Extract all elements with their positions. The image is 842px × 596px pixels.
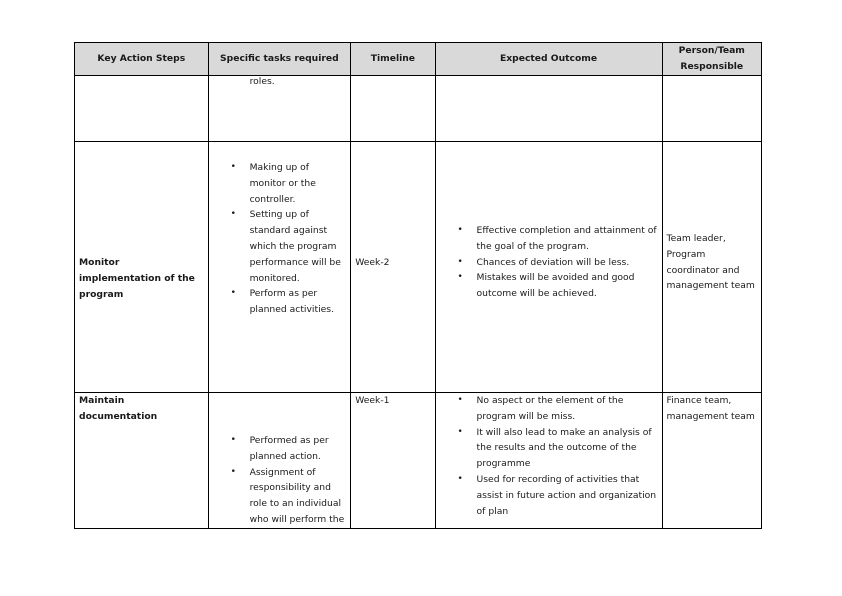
header-timeline: Timeline: [351, 43, 435, 76]
header-specific-tasks: Specific tasks required: [208, 43, 351, 76]
list-item: • Used for recording of activities that assist in future action and organization of plan: [436, 472, 662, 519]
cell-responsible: [662, 76, 761, 142]
list-item: • Making up of monitor or the controller.: [209, 160, 351, 207]
table-row: [75, 393, 762, 529]
table-row: [75, 142, 762, 393]
outcomes-list: [436, 223, 662, 302]
cell-tasks: [208, 142, 351, 393]
header-person-team-responsible: [662, 43, 761, 76]
cell-tasks: [208, 76, 351, 142]
cell-action: [75, 142, 209, 393]
list-item: • Assignment of responsibility and role to an individual who will perform the: [209, 465, 351, 528]
list-item: • Mistakes will be avoided and good outcome will be achieved.: [436, 270, 662, 302]
action-label: Maintain documentation: [79, 395, 158, 422]
list-item: • Perform as per planned activities.: [209, 286, 351, 318]
tasks-list: [209, 433, 351, 528]
outcomes-list: [436, 393, 662, 519]
action-plan-table: [74, 42, 762, 529]
timeline-value: Week-2: [355, 257, 390, 268]
header-responsible-line2: Responsible: [680, 61, 744, 72]
table-header-row: [75, 43, 762, 76]
timeline-value: Week-1: [355, 395, 390, 406]
cell-responsible: [662, 142, 761, 393]
cell-timeline: [351, 76, 435, 142]
cell-action: [75, 393, 209, 529]
cell-responsible: [662, 393, 761, 529]
list-item: • Effective completion and attainment of the goal of the program.: [436, 223, 662, 255]
cell-outcome: [435, 142, 662, 393]
cell-timeline: [351, 142, 435, 393]
responsible-value: Finance team, management team: [666, 395, 755, 422]
responsible-value: Team leader, Program coordinator and management team: [666, 233, 755, 292]
list-item: • It will also lead to make an analysis of the results and the outcome of the programme: [436, 425, 662, 472]
tasks-continuation-text: roles.: [249, 76, 275, 87]
cell-tasks: [208, 393, 351, 529]
header-key-action-steps: Key Action Steps: [75, 43, 209, 76]
header-expected-outcome: Expected Outcome: [435, 43, 662, 76]
header-responsible-line1: Person/Team: [678, 45, 745, 56]
list-item: • Performed as per planned action.: [209, 433, 351, 465]
cell-outcome: [435, 76, 662, 142]
action-label: Monitor implementation of the program: [79, 257, 195, 300]
tasks-list: [209, 160, 351, 318]
list-item: • Chances of deviation will be less.: [436, 255, 662, 271]
cell-outcome: [435, 393, 662, 529]
cell-action: [75, 76, 209, 142]
cell-timeline: [351, 393, 435, 529]
table-row: [75, 76, 762, 142]
list-item: • No aspect or the element of the program will be miss.: [436, 393, 662, 425]
list-item: • Setting up of standard against which the program performance will be monitored.: [209, 207, 351, 286]
